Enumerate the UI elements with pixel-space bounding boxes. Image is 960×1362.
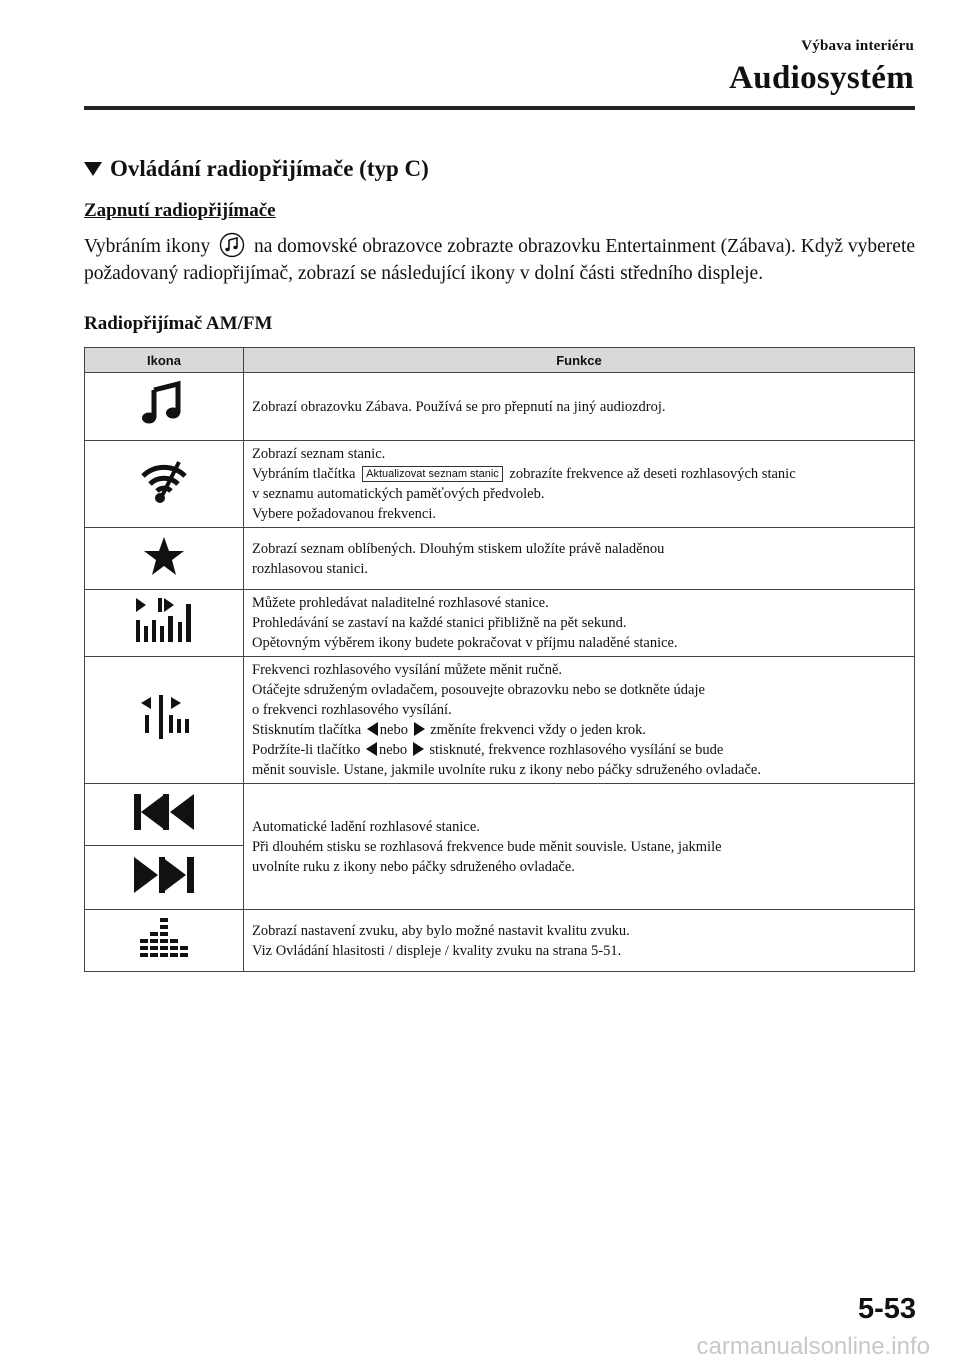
header-rule <box>84 106 915 110</box>
function-text-part: nebo <box>378 742 408 758</box>
icon-cell <box>85 590 244 657</box>
function-text: rozhlasovou stanici. <box>252 560 368 577</box>
icon-cell <box>85 373 244 441</box>
icon-cell <box>85 657 244 784</box>
function-text-part: Stisknutím tlačítka <box>252 722 362 738</box>
chapter-title: Výbava interiéru <box>801 38 914 54</box>
table-row <box>85 910 915 972</box>
function-text-part: nebo <box>379 722 408 738</box>
function-text: Frekvenci rozhlasového vysílání můžete měnit ručně. <box>252 662 563 678</box>
function-text: Zobrazí nastavení zvuku, aby bylo možné nastavit kvalitu zvuku. <box>252 922 630 939</box>
icon-table <box>84 347 915 972</box>
left-arrow-icon <box>367 722 378 736</box>
right-arrow-icon <box>413 742 424 756</box>
function-cell <box>244 590 915 657</box>
intro-paragraph <box>84 232 924 287</box>
icon-cell <box>85 910 244 972</box>
intro-before-icon: Vybráním ikony <box>84 236 211 257</box>
function-text: Můžete prohledávat naladitelné rozhlasové stanice. <box>252 595 549 611</box>
scan-icon[interactable] <box>134 596 194 644</box>
function-text-part: zobrazíte frekvence až deseti rozhlasových stanic <box>509 466 796 482</box>
function-text-part: stisknuté, frekvence rozhlasového vysílání se bude <box>429 742 724 758</box>
function-text <box>252 464 906 484</box>
intro-after-icon: na domovské obrazovce zobrazte obrazovku Entertainment (Zábava). Když vyberete požadovaný radiopřijímač, zobrazí se následující ikony v dolní části středního displeje. <box>84 236 916 284</box>
function-text <box>252 740 906 760</box>
function-text: Prohledávání se zastaví na každé stanici přibližně na pět sekund. <box>252 615 627 631</box>
header-function-col: Funkce <box>244 348 915 373</box>
table-row <box>85 441 915 528</box>
icon-cell <box>85 846 244 910</box>
function-text: měnit souvisle. Ustane, jakmile uvolníte ruku z ikony nebo páčky sdruženého ovladače. <box>252 762 761 778</box>
function-cell <box>244 373 915 441</box>
function-text-part: Podržíte-li tlačítko <box>252 742 361 758</box>
right-arrow-icon <box>414 722 425 736</box>
table-row <box>85 657 915 784</box>
table-header-row <box>85 348 915 373</box>
station-list-icon[interactable] <box>139 458 189 504</box>
manual-tune-icon[interactable] <box>139 693 189 741</box>
sound-settings-icon[interactable] <box>136 916 192 960</box>
subheading: Zapnutí radiopřijímače <box>84 200 276 221</box>
watermark: carmanualsonline.info <box>696 1333 930 1360</box>
function-text: Zobrazí seznam oblíbených. Dlouhým stiskem uložíte právě naladěnou <box>252 540 665 557</box>
function-text: v seznamu automatických paměťových předvoleb. <box>252 486 545 502</box>
function-text-part: změníte frekvenci vždy o jeden krok. <box>430 722 647 738</box>
table-row <box>85 590 915 657</box>
topic-heading <box>84 156 429 182</box>
function-text: o frekvenci rozhlasového vysílání. <box>252 702 452 718</box>
table-title: Radiopřijímač AM/FM <box>84 313 273 334</box>
page-number: 5-53 <box>857 1293 916 1325</box>
function-text: Vybere požadovanou frekvenci. <box>252 506 436 522</box>
function-text-part: Vybráním tlačítka <box>252 466 356 482</box>
function-cell <box>244 784 915 910</box>
table-row <box>85 528 915 590</box>
function-text: uvolníte ruku z ikony nebo páčky sdruženého ovladače. <box>252 858 575 875</box>
function-text: Automatické ladění rozhlasové stanice. <box>252 818 480 835</box>
function-text: Otáčejte sdruženým ovladačem, posouvejte obrazovku nebo se dotkněte údaje <box>252 682 705 698</box>
icon-cell <box>85 528 244 590</box>
topic-heading-text: Ovládání radiopřijímače (typ C) <box>110 156 429 181</box>
function-cell <box>244 528 915 590</box>
icon-cell <box>85 441 244 528</box>
table-row <box>85 784 915 846</box>
music-note-inline-icon <box>219 232 245 258</box>
function-cell <box>244 910 915 972</box>
triangle-bullet-icon <box>84 162 102 176</box>
function-text: Opětovným výběrem ikony budete pokračovat v příjmu naladěné stanice. <box>252 635 678 651</box>
section-title: Audiosystém <box>729 60 914 96</box>
function-text <box>252 720 906 740</box>
star-icon[interactable] <box>143 536 185 576</box>
seek-forward-icon[interactable] <box>132 856 196 894</box>
function-cell <box>244 657 915 784</box>
table-row <box>85 373 915 441</box>
seek-back-icon[interactable] <box>132 793 196 831</box>
function-text: Zobrazí obrazovku Zábava. Používá se pro přepnutí na jiný audiozdroj. <box>252 398 666 415</box>
function-text: Při dlouhém stisku se rozhlasová frekvence bude měnit souvisle. Ustane, jakmile <box>252 838 722 855</box>
function-text: Viz Ovládání hlasitosti / displeje / kvality zvuku na strana 5-51. <box>252 942 622 959</box>
function-text: Zobrazí seznam stanic. <box>252 446 386 462</box>
music-note-icon[interactable] <box>140 380 188 428</box>
update-station-list-button[interactable]: Aktualizovat seznam stanic <box>362 466 503 482</box>
left-arrow-icon <box>366 742 377 756</box>
header-icon-col: Ikona <box>85 348 244 373</box>
icon-cell <box>85 784 244 846</box>
function-cell <box>244 441 915 528</box>
